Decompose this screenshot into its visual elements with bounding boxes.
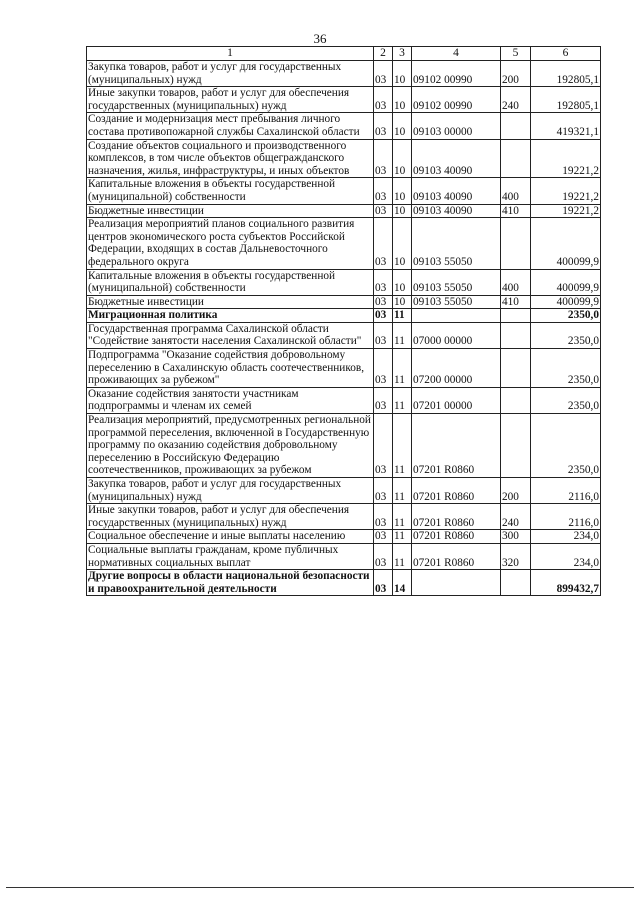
expense-type-cell	[501, 414, 531, 478]
table-row	[87, 387, 601, 413]
expense-type-cell: 410	[501, 204, 531, 218]
table-row	[87, 414, 601, 478]
target-article-cell: 09102 00990	[412, 87, 501, 113]
subsection-code-cell: 11	[393, 309, 412, 323]
section-code-cell: 03	[374, 309, 393, 323]
subsection-code-cell: 10	[393, 113, 412, 139]
row-name-cell: Закупка товаров, работ и услуг для государственных (муниципальных) нужд	[87, 61, 374, 87]
subsection-code-cell: 10	[393, 204, 412, 218]
section-code-cell: 03	[374, 478, 393, 504]
subsection-code-cell: 10	[393, 61, 412, 87]
table-row	[87, 309, 601, 323]
expense-type-cell	[501, 387, 531, 413]
subsection-code-cell: 10	[393, 218, 412, 269]
column-header: 2	[374, 47, 393, 61]
amount-cell: 2116,0	[531, 478, 601, 504]
amount-cell: 234,0	[531, 530, 601, 544]
section-code-cell: 03	[374, 530, 393, 544]
section-code-cell: 03	[374, 570, 393, 596]
row-name-cell: Иные закупки товаров, работ и услуг для обеспечения государственных (муниципальных) нужд	[87, 87, 374, 113]
expense-type-cell	[501, 139, 531, 178]
row-name-cell: Оказание содействия занятости участникам подпрограммы и членам их семей	[87, 387, 374, 413]
target-article-cell: 09102 00990	[412, 61, 501, 87]
header-row	[87, 47, 601, 61]
row-name-cell: Социальные выплаты гражданам, кроме публичных нормативных социальных выплат	[87, 543, 374, 569]
expense-type-cell: 240	[501, 87, 531, 113]
amount-cell: 400099,9	[531, 295, 601, 309]
table-row	[87, 570, 601, 596]
expense-type-cell: 200	[501, 61, 531, 87]
section-code-cell: 03	[374, 87, 393, 113]
row-name-cell: Подпрограмма "Оказание содействия добровольному переселению в Сахалинскую область соотечественников, проживающих за рубежом"	[87, 349, 374, 388]
target-article-cell	[412, 570, 501, 596]
target-article-cell: 09103 55050	[412, 269, 501, 295]
budget-table	[86, 46, 601, 596]
subsection-code-cell: 10	[393, 269, 412, 295]
amount-cell: 2350,0	[531, 414, 601, 478]
amount-cell: 2350,0	[531, 309, 601, 323]
subsection-code-cell: 11	[393, 322, 412, 348]
table-row	[87, 295, 601, 309]
subsection-code-cell: 11	[393, 414, 412, 478]
target-article-cell: 09103 55050	[412, 295, 501, 309]
section-code-cell: 03	[374, 387, 393, 413]
expense-type-cell: 200	[501, 478, 531, 504]
expense-type-cell	[501, 309, 531, 323]
table-row	[87, 204, 601, 218]
section-code-cell: 03	[374, 269, 393, 295]
page-number: 36	[313, 31, 327, 46]
row-name-cell: Бюджетные инвестиции	[87, 204, 374, 218]
row-name-cell: Создание и модернизация мест пребывания личного состава противопожарной службы Сахалинской области	[87, 113, 374, 139]
table-row	[87, 478, 601, 504]
section-code-cell: 03	[374, 295, 393, 309]
table-row	[87, 349, 601, 388]
section-code-cell: 03	[374, 414, 393, 478]
subsection-code-cell: 11	[393, 387, 412, 413]
target-article-cell: 09103 40090	[412, 178, 501, 204]
target-article-cell: 09103 55050	[412, 218, 501, 269]
amount-cell: 2350,0	[531, 387, 601, 413]
expense-type-cell	[501, 322, 531, 348]
target-article-cell: 07000 00000	[412, 322, 501, 348]
row-name-cell: Капитальные вложения в объекты государственной (муниципальной) собственности	[87, 269, 374, 295]
amount-cell: 2350,0	[531, 322, 601, 348]
amount-cell: 19221,2	[531, 139, 601, 178]
section-code-cell: 03	[374, 349, 393, 388]
amount-cell: 192805,1	[531, 87, 601, 113]
subsection-code-cell: 11	[393, 543, 412, 569]
target-article-cell: 09103 00000	[412, 113, 501, 139]
table-row	[87, 87, 601, 113]
page-bottom-divider	[6, 887, 634, 888]
expense-type-cell	[501, 113, 531, 139]
row-name-cell: Социальное обеспечение и иные выплаты населению	[87, 530, 374, 544]
target-article-cell	[412, 309, 501, 323]
expense-type-cell: 300	[501, 530, 531, 544]
subsection-code-cell: 11	[393, 530, 412, 544]
section-code-cell: 03	[374, 113, 393, 139]
subsection-code-cell: 10	[393, 295, 412, 309]
table-row	[87, 218, 601, 269]
target-article-cell: 07201 R0860	[412, 543, 501, 569]
amount-cell: 400099,9	[531, 218, 601, 269]
table-row	[87, 322, 601, 348]
subsection-code-cell: 10	[393, 178, 412, 204]
expense-type-cell: 320	[501, 543, 531, 569]
target-article-cell: 07200 00000	[412, 349, 501, 388]
target-article-cell: 07201 R0860	[412, 530, 501, 544]
expense-type-cell: 400	[501, 178, 531, 204]
row-name-cell: Реализация мероприятий планов социального развития центров экономического роста субъектов Российской Федерации, входящих в состав Дальневосточного федерального округа	[87, 218, 374, 269]
expense-type-cell: 240	[501, 504, 531, 530]
section-code-cell: 03	[374, 543, 393, 569]
expense-type-cell: 410	[501, 295, 531, 309]
subsection-code-cell: 14	[393, 570, 412, 596]
section-code-cell: 03	[374, 178, 393, 204]
row-name-cell: Реализация мероприятий, предусмотренных региональной программой переселения, включенной в Государственную программу по оказанию содействия добровольному переселению в Российскую Федерацию соотечественников, проживающих за рубежом	[87, 414, 374, 478]
target-article-cell: 07201 R0860	[412, 504, 501, 530]
section-code-cell: 03	[374, 322, 393, 348]
amount-cell: 2116,0	[531, 504, 601, 530]
target-article-cell: 07201 R0860	[412, 478, 501, 504]
amount-cell: 2350,0	[531, 349, 601, 388]
row-name-cell: Другие вопросы в области национальной безопасности и правоохранительной деятельности	[87, 570, 374, 596]
row-name-cell: Капитальные вложения в объекты государственной (муниципальной) собственности	[87, 178, 374, 204]
table-row	[87, 139, 601, 178]
row-name-cell: Миграционная политика	[87, 309, 374, 323]
column-header: 1	[87, 47, 374, 61]
expense-type-cell: 400	[501, 269, 531, 295]
target-article-cell: 09103 40090	[412, 204, 501, 218]
amount-cell: 234,0	[531, 543, 601, 569]
table-body	[87, 61, 601, 596]
amount-cell: 419321,1	[531, 113, 601, 139]
row-name-cell: Государственная программа Сахалинской области "Содействие занятости населения Сахалинской области"	[87, 322, 374, 348]
target-article-cell: 07201 R0860	[412, 414, 501, 478]
expense-type-cell	[501, 349, 531, 388]
row-name-cell: Закупка товаров, работ и услуг для государственных (муниципальных) нужд	[87, 478, 374, 504]
section-code-cell: 03	[374, 218, 393, 269]
target-article-cell: 07201 00000	[412, 387, 501, 413]
table-row	[87, 530, 601, 544]
column-header: 3	[393, 47, 412, 61]
table-row	[87, 269, 601, 295]
table-row	[87, 178, 601, 204]
subsection-code-cell: 10	[393, 139, 412, 178]
column-header: 5	[501, 47, 531, 61]
section-code-cell: 03	[374, 204, 393, 218]
row-name-cell: Иные закупки товаров, работ и услуг для обеспечения государственных (муниципальных) нужд	[87, 504, 374, 530]
amount-cell: 400099,9	[531, 269, 601, 295]
table-row	[87, 543, 601, 569]
amount-cell: 899432,7	[531, 570, 601, 596]
subsection-code-cell: 11	[393, 349, 412, 388]
column-header: 6	[531, 47, 601, 61]
column-header: 4	[412, 47, 501, 61]
section-code-cell: 03	[374, 139, 393, 178]
table-row	[87, 113, 601, 139]
subsection-code-cell: 10	[393, 87, 412, 113]
section-code-cell: 03	[374, 504, 393, 530]
subsection-code-cell: 11	[393, 504, 412, 530]
amount-cell: 192805,1	[531, 61, 601, 87]
section-code-cell: 03	[374, 61, 393, 87]
subsection-code-cell: 11	[393, 478, 412, 504]
expense-type-cell	[501, 570, 531, 596]
target-article-cell: 09103 40090	[412, 139, 501, 178]
expense-type-cell	[501, 218, 531, 269]
amount-cell: 19221,2	[531, 204, 601, 218]
table-row	[87, 61, 601, 87]
row-name-cell: Создание объектов социального и производственного комплексов, в том числе объектов общегражданского назначения, жилья, инфраструктуры, и иных объектов	[87, 139, 374, 178]
row-name-cell: Бюджетные инвестиции	[87, 295, 374, 309]
amount-cell: 19221,2	[531, 178, 601, 204]
table-row	[87, 504, 601, 530]
